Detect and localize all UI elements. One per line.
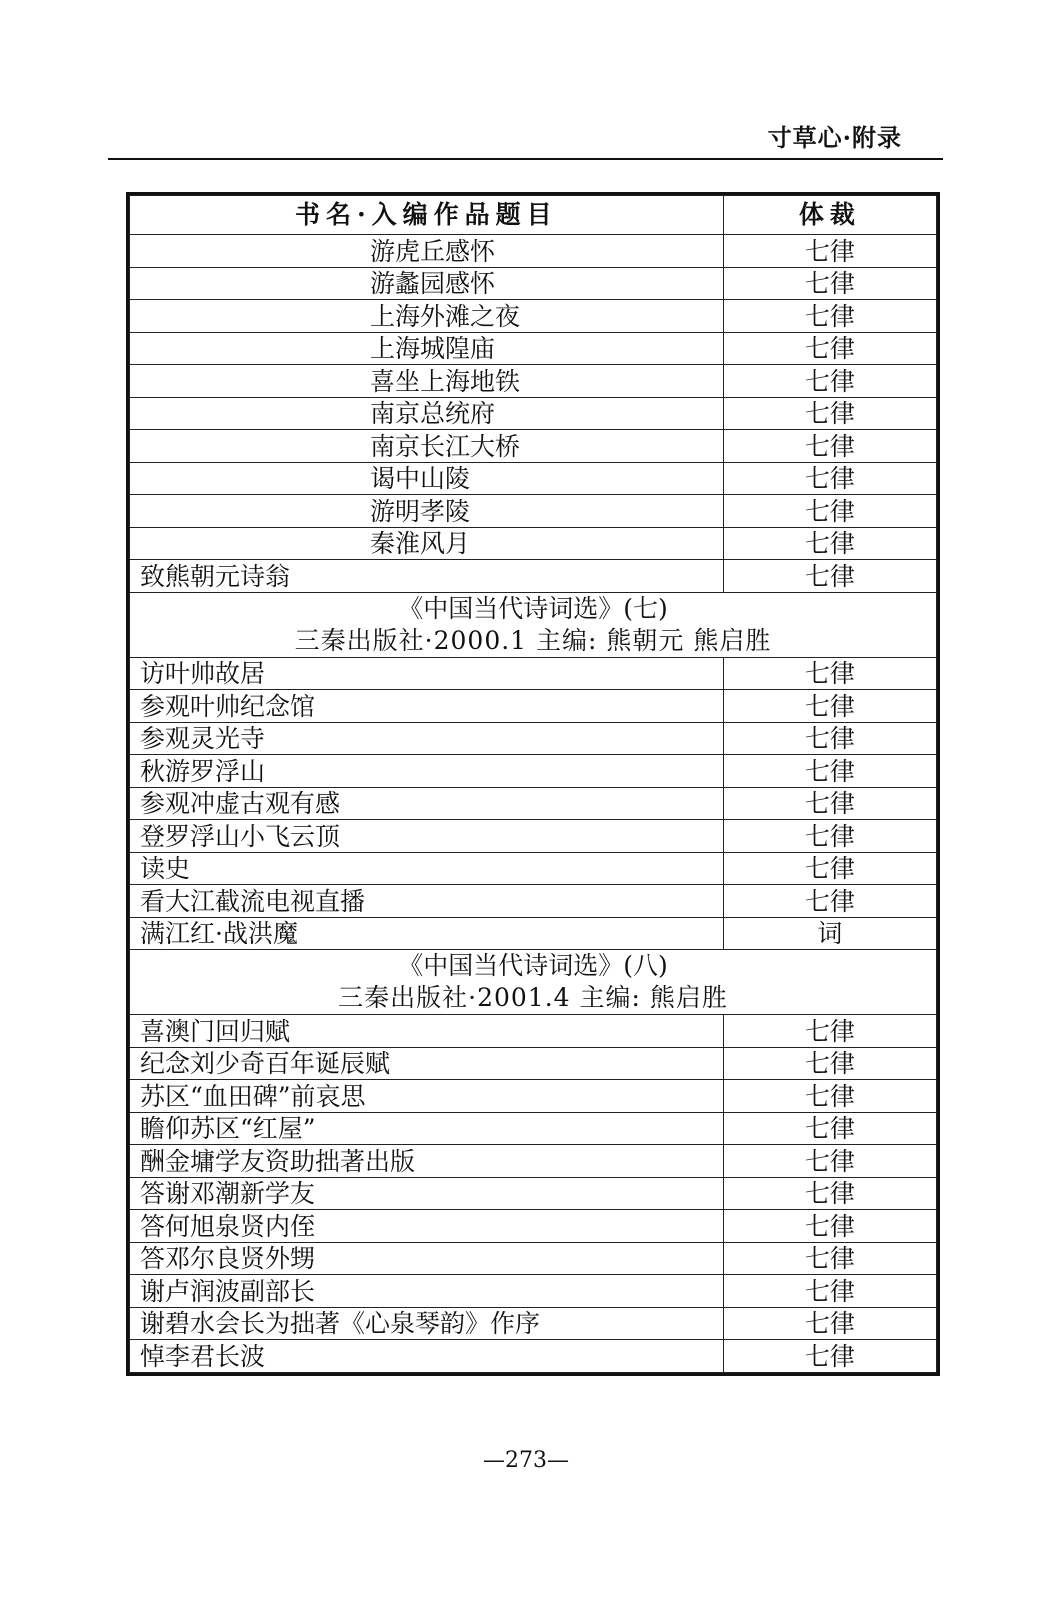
genre-cell: 七律 xyxy=(723,430,936,463)
section-heading-row xyxy=(130,592,937,657)
table-row xyxy=(130,235,937,268)
work-title-cell: 答谢邓潮新学友 xyxy=(130,1177,724,1210)
running-header: 寸草心·附录 xyxy=(767,123,902,152)
genre-cell: 七律 xyxy=(723,1177,936,1210)
works-table xyxy=(126,192,940,1376)
genre-cell: 七律 xyxy=(723,690,936,723)
section-title: 《中国当代诗词选》(八) xyxy=(398,951,668,980)
genre-cell: 七律 xyxy=(723,1145,936,1178)
genre-cell: 七律 xyxy=(723,852,936,885)
table-row xyxy=(130,397,937,430)
table-row xyxy=(130,1177,937,1210)
work-title-cell: 上海城隍庙 xyxy=(130,332,724,365)
table-row xyxy=(130,267,937,300)
table-row xyxy=(130,1242,937,1275)
table-row xyxy=(130,657,937,690)
work-title-cell: 参观叶帅纪念馆 xyxy=(130,690,724,723)
genre-cell: 七律 xyxy=(723,755,936,788)
genre-cell: 七律 xyxy=(723,820,936,853)
work-title-cell: 参观冲虚古观有感 xyxy=(130,787,724,820)
table-row xyxy=(130,722,937,755)
work-title-cell: 看大江截流电视直播 xyxy=(130,885,724,918)
genre-cell: 七律 xyxy=(723,1112,936,1145)
genre-cell: 七律 xyxy=(723,787,936,820)
table-row xyxy=(130,462,937,495)
work-title-cell: 南京总统府 xyxy=(130,397,724,430)
works-table-grid xyxy=(129,195,937,1373)
work-title-cell: 游虎丘感怀 xyxy=(130,235,724,268)
table-row xyxy=(130,852,937,885)
genre-cell: 七律 xyxy=(723,1210,936,1243)
genre-cell: 七律 xyxy=(723,1307,936,1340)
genre-cell: 七律 xyxy=(723,885,936,918)
work-title-cell: 答邓尔良贤外甥 xyxy=(130,1242,724,1275)
genre-cell: 七律 xyxy=(723,495,936,528)
genre-cell: 七律 xyxy=(723,527,936,560)
section-title: 《中国当代诗词选》(七) xyxy=(398,593,668,623)
work-title-cell: 瞻仰苏区“红屋” xyxy=(130,1112,724,1145)
section-heading xyxy=(130,950,937,1015)
table-row xyxy=(130,495,937,528)
work-title-cell: 悼李君长波 xyxy=(130,1340,724,1373)
section-heading xyxy=(130,592,937,657)
genre-cell: 七律 xyxy=(723,235,936,268)
work-title-cell: 谢碧水会长为拙著《心泉琴韵》作序 xyxy=(130,1307,724,1340)
table-row xyxy=(130,1112,937,1145)
table-row xyxy=(130,1307,937,1340)
table-row xyxy=(130,1015,937,1048)
genre-cell: 七律 xyxy=(723,267,936,300)
header-rule xyxy=(108,158,943,160)
work-title-cell: 秋游罗浮山 xyxy=(130,755,724,788)
table-row xyxy=(130,917,937,950)
table-row xyxy=(130,787,937,820)
genre-column-header: 体裁 xyxy=(723,196,936,235)
genre-cell: 七律 xyxy=(723,462,936,495)
work-title-cell: 答何旭泉贤内侄 xyxy=(130,1210,724,1243)
table-row xyxy=(130,1047,937,1080)
section-publisher-editor: 三秦出版社·2000.1 主编: 熊朝元 熊启胜 xyxy=(294,625,772,655)
work-title-cell: 访叶帅故居 xyxy=(130,657,724,690)
table-body xyxy=(130,235,937,1373)
work-title-cell: 酬金墉学友资助拙著出版 xyxy=(130,1145,724,1178)
genre-cell: 七律 xyxy=(723,657,936,690)
work-title-cell: 苏区“血田碑”前哀思 xyxy=(130,1080,724,1113)
genre-cell: 七律 xyxy=(723,1080,936,1113)
work-title-cell: 游明孝陵 xyxy=(130,495,724,528)
table-header-row xyxy=(130,196,937,235)
work-title-cell: 上海外滩之夜 xyxy=(130,300,724,333)
genre-cell: 七律 xyxy=(723,365,936,398)
table-row xyxy=(130,690,937,723)
table-row xyxy=(130,560,937,593)
page-number: —273— xyxy=(483,1448,569,1473)
genre-cell: 七律 xyxy=(723,397,936,430)
work-title-cell: 喜坐上海地铁 xyxy=(130,365,724,398)
work-title-cell: 满江红·战洪魔 xyxy=(130,917,724,950)
title-column-header: 书名·入编作品题目 xyxy=(130,196,724,235)
section-publisher-editor: 三秦出版社·2001.4 主编: 熊启胜 xyxy=(338,983,728,1012)
genre-cell: 七律 xyxy=(723,560,936,593)
table-row xyxy=(130,527,937,560)
table-row xyxy=(130,885,937,918)
genre-cell: 词 xyxy=(723,917,936,950)
work-title-cell: 南京长江大桥 xyxy=(130,430,724,463)
work-title-cell: 秦淮风月 xyxy=(130,527,724,560)
genre-cell: 七律 xyxy=(723,1340,936,1373)
genre-cell: 七律 xyxy=(723,1047,936,1080)
table-row xyxy=(130,1145,937,1178)
work-title-cell: 参观灵光寺 xyxy=(130,722,724,755)
work-title-cell: 游蠡园感怀 xyxy=(130,267,724,300)
genre-cell: 七律 xyxy=(723,1275,936,1308)
table-row xyxy=(130,755,937,788)
genre-cell: 七律 xyxy=(723,722,936,755)
work-title-cell: 致熊朝元诗翁 xyxy=(130,560,724,593)
work-title-cell: 谒中山陵 xyxy=(130,462,724,495)
genre-cell: 七律 xyxy=(723,1242,936,1275)
genre-cell: 七律 xyxy=(723,1015,936,1048)
work-title-cell: 谢卢润波副部长 xyxy=(130,1275,724,1308)
table-row xyxy=(130,1340,937,1373)
table-row xyxy=(130,332,937,365)
table-row xyxy=(130,1275,937,1308)
table-row xyxy=(130,820,937,853)
table-row xyxy=(130,430,937,463)
genre-cell: 七律 xyxy=(723,332,936,365)
table-row xyxy=(130,1210,937,1243)
table-row xyxy=(130,300,937,333)
work-title-cell: 读史 xyxy=(130,852,724,885)
genre-cell: 七律 xyxy=(723,300,936,333)
table-row xyxy=(130,365,937,398)
table-row xyxy=(130,1080,937,1113)
work-title-cell: 纪念刘少奇百年诞辰赋 xyxy=(130,1047,724,1080)
section-heading-row xyxy=(130,950,937,1015)
work-title-cell: 喜澳门回归赋 xyxy=(130,1015,724,1048)
work-title-cell: 登罗浮山小飞云顶 xyxy=(130,820,724,853)
